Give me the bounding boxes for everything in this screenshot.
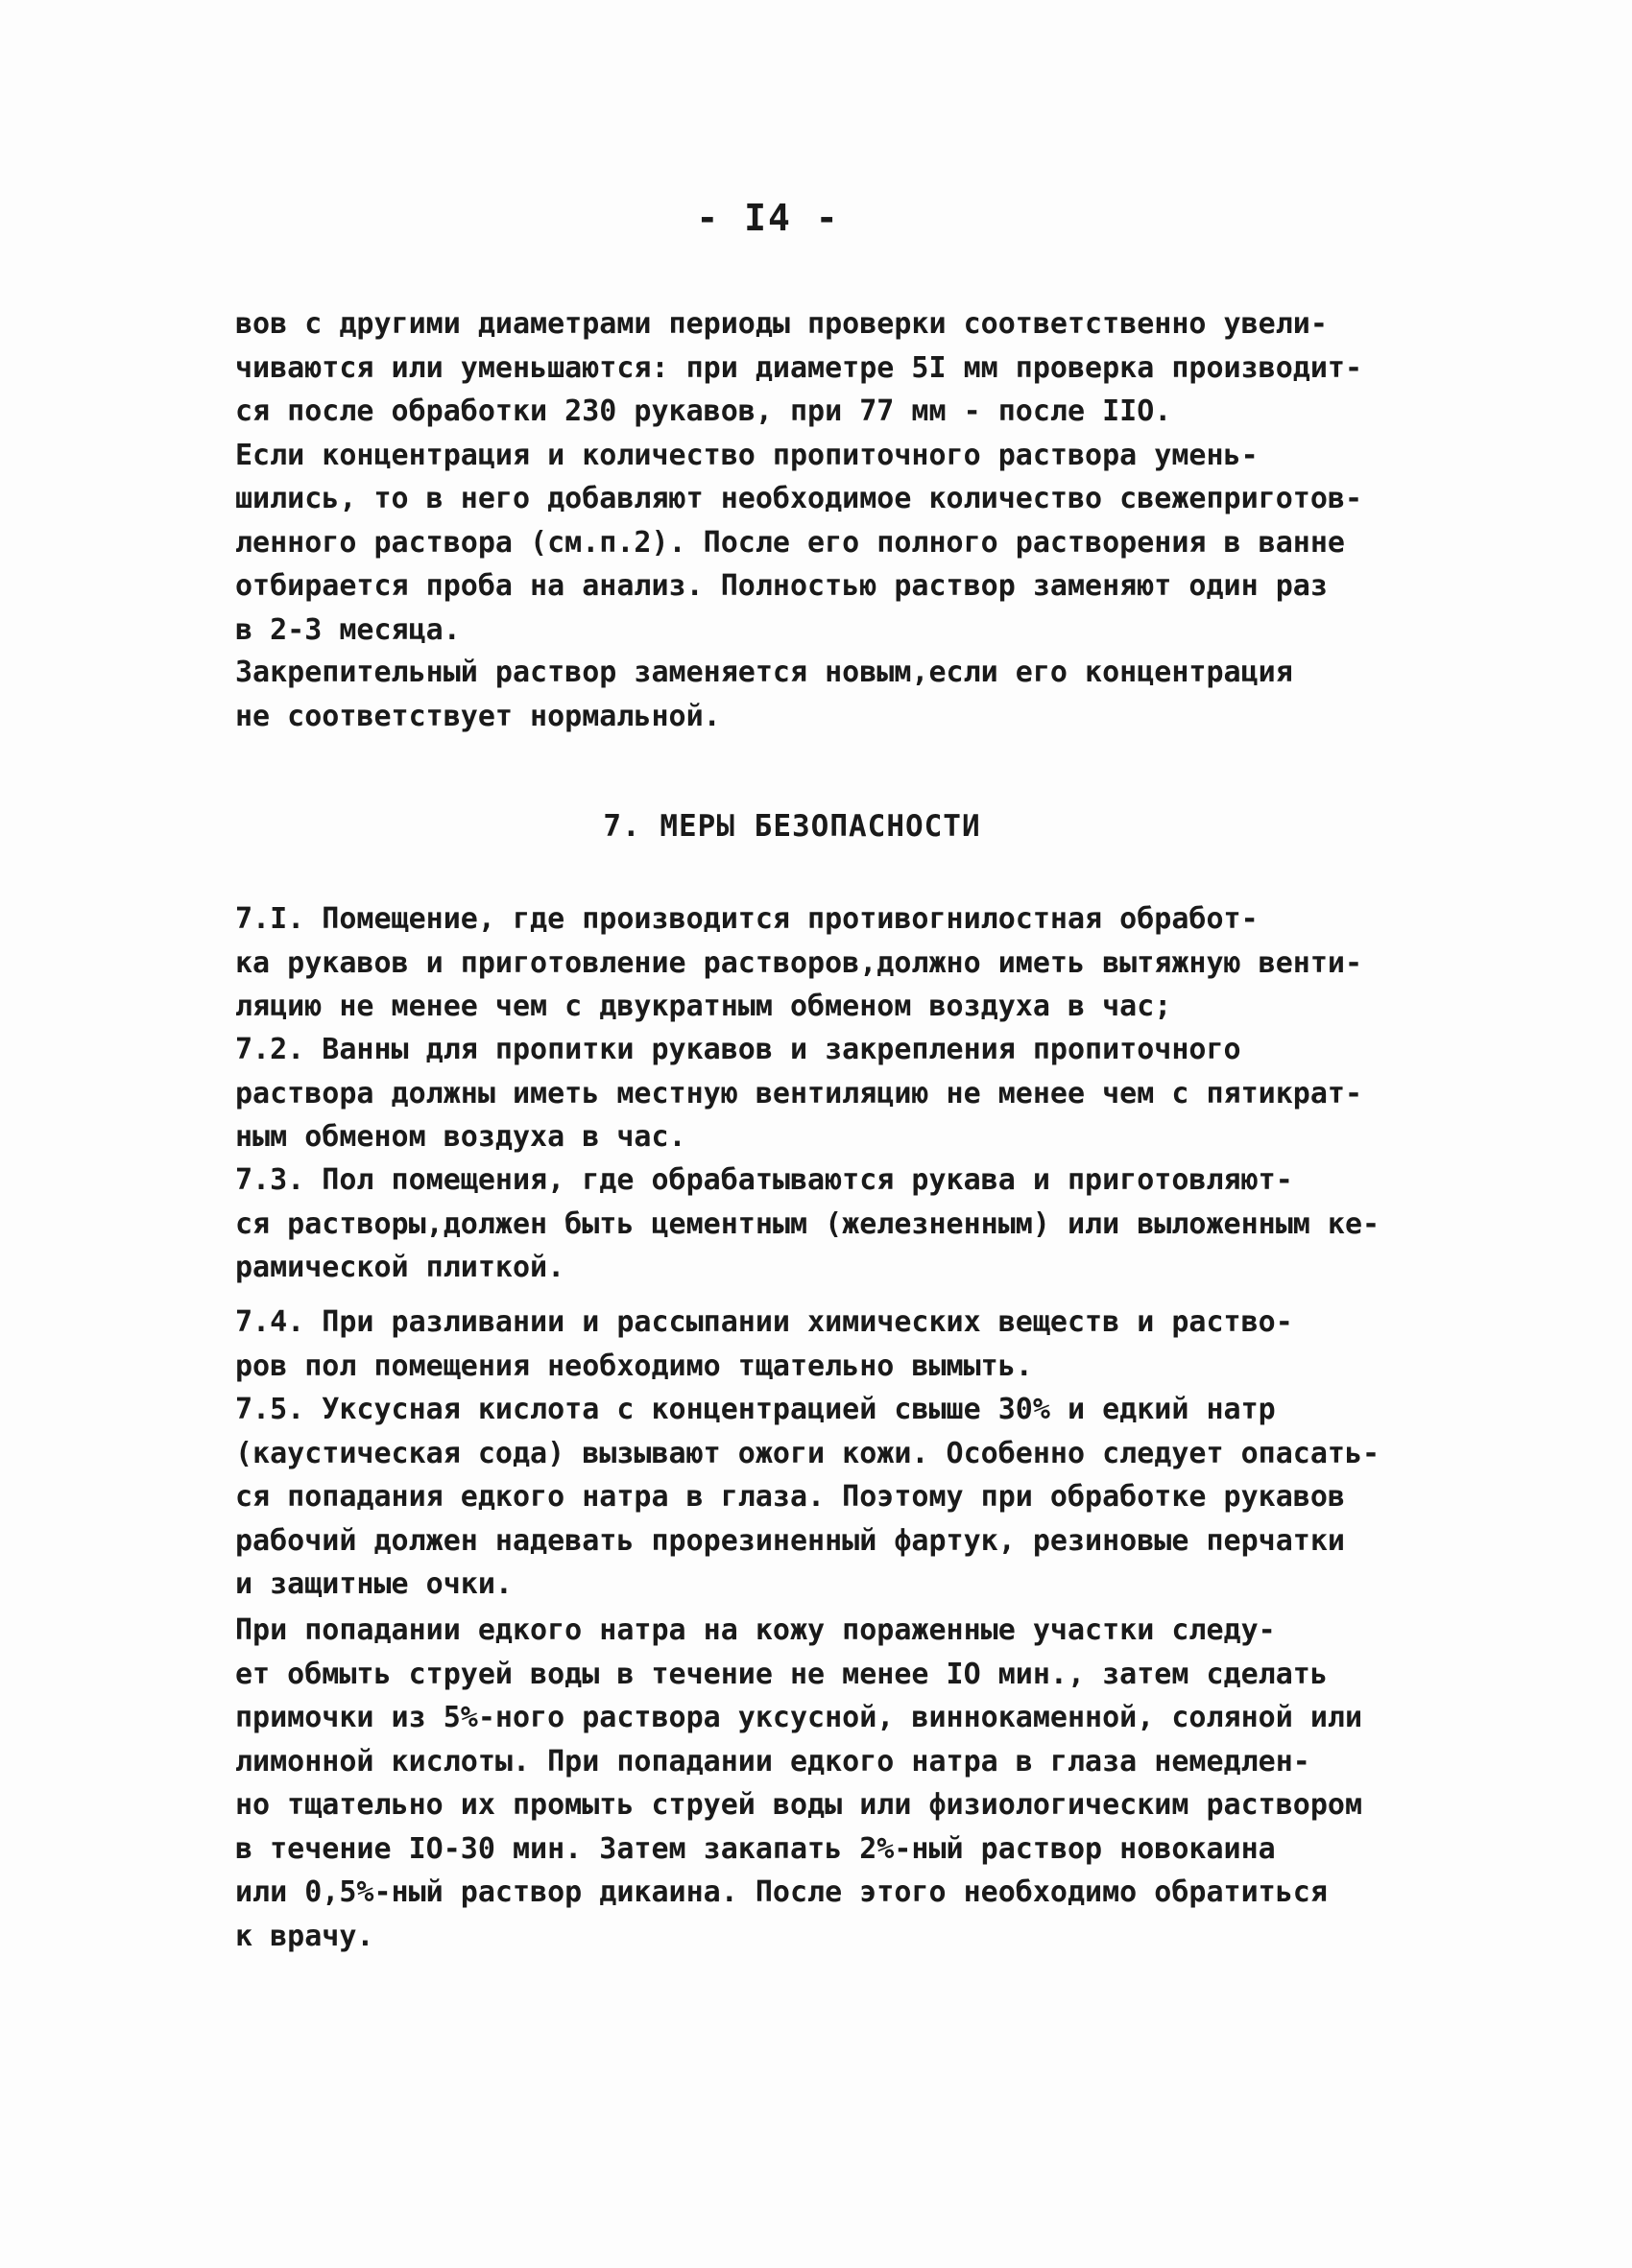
text-line: 7.3. Пол помещения, где обрабатываются рукава и приготовляют- <box>235 1163 1293 1197</box>
text-line: не соответствует нормальной. <box>235 699 721 733</box>
text-line: 7.4. При разливании и рассыпании химических веществ и раство- <box>235 1305 1293 1339</box>
text-line: При попадании едкого натра на кожу пораженные участки следу- <box>235 1613 1276 1647</box>
text-line: примочки из 5%-ного раствора уксусной, виннокаменной, соляной или <box>235 1701 1362 1734</box>
text-line: в 2-3 месяца. <box>235 612 461 647</box>
text-line: вов с другими диаметрами периоды проверки соответственно увели- <box>235 307 1328 341</box>
paragraph-fixing-solution <box>235 651 1416 738</box>
text-line: или 0,5%-ный раствор дикаина. После этого необходимо обратиться <box>235 1875 1328 1909</box>
text-line: чиваются или уменьшаются: при диаметре 5I мм проверка производит- <box>235 350 1362 385</box>
safety-item-7-5 <box>235 1388 1416 1607</box>
first-aid-paragraph <box>235 1609 1416 1958</box>
text-line: ным обменом воздуха в час. <box>235 1120 686 1154</box>
text-line: Закрепительный раствор заменяется новым,если его концентрация <box>235 656 1293 689</box>
text-line: к врачу. <box>235 1919 374 1953</box>
text-line: рабочий должен надевать прорезиненный фартук, резиновые перчатки <box>235 1523 1345 1558</box>
text-line: Если концентрация и количество пропиточного раствора умень- <box>235 438 1259 472</box>
text-line: отбирается проба на анализ. Полностью раствор заменяют один раз <box>235 569 1328 603</box>
text-line: рамической плиткой. <box>235 1251 565 1284</box>
page-number: - I4 - <box>696 197 840 239</box>
text-line: ся растворы,должен быть цементным (железненным) или выложенным ке- <box>235 1206 1380 1241</box>
text-line: ров пол помещения необходимо тщательно вымыть. <box>235 1349 1033 1383</box>
text-line: ляцию не менее чем с двукратным обменом воздуха в час; <box>235 990 1172 1023</box>
text-line: 7.I. Помещение, где производится противогнилостная обработ- <box>235 902 1259 936</box>
text-line: в течение IO-30 мин. Затем закапать 2%-ный раствор новокаина <box>235 1831 1276 1866</box>
text-line: 7.2. Ванны для пропитки рукавов и закрепления пропиточного <box>235 1033 1241 1066</box>
text-line: шились, то в него добавляют необходимое количество свежеприготов- <box>235 482 1362 515</box>
section-heading: 7. МЕРЫ БЕЗОПАСНОСТИ <box>603 809 981 844</box>
text-line: ленного раствора (см.п.2). После его полного растворения в ванне <box>235 525 1345 560</box>
paragraph-inspection-periods <box>235 302 1416 652</box>
text-line: ет обмыть струей воды в течение не менее IO мин., затем сделать <box>235 1657 1328 1691</box>
safety-item-7-3 <box>235 1158 1416 1290</box>
text-line: 7.5. Уксусная кислота с концентрацией свыше 30% и едкий натр <box>235 1393 1276 1426</box>
text-line: ся после обработки 230 рукавов, при 77 мм - после IIO. <box>235 394 1172 428</box>
text-line: (каустическая сода) вызывают ожоги кожи. Особенно следует опасать- <box>235 1436 1380 1470</box>
text-line: и защитные очки. <box>235 1567 513 1601</box>
safety-item-7-2 <box>235 1028 1416 1159</box>
text-line: лимонной кислоты. При попадании едкого натра в глаза немедлен- <box>235 1744 1310 1779</box>
text-line: ка рукавов и приготовление растворов,должно иметь вытяжную венти- <box>235 945 1362 980</box>
text-line: раствора должны иметь местную вентиляцию не менее чем с пятикрат- <box>235 1076 1362 1110</box>
text-line: ся попадания едкого натра в глаза. Поэтому при обработке рукавов <box>235 1480 1345 1514</box>
safety-item-7-4 <box>235 1301 1416 1388</box>
safety-item-7-1 <box>235 897 1416 1029</box>
text-line: но тщательно их промыть струей воды или физиологическим раствором <box>235 1788 1362 1822</box>
